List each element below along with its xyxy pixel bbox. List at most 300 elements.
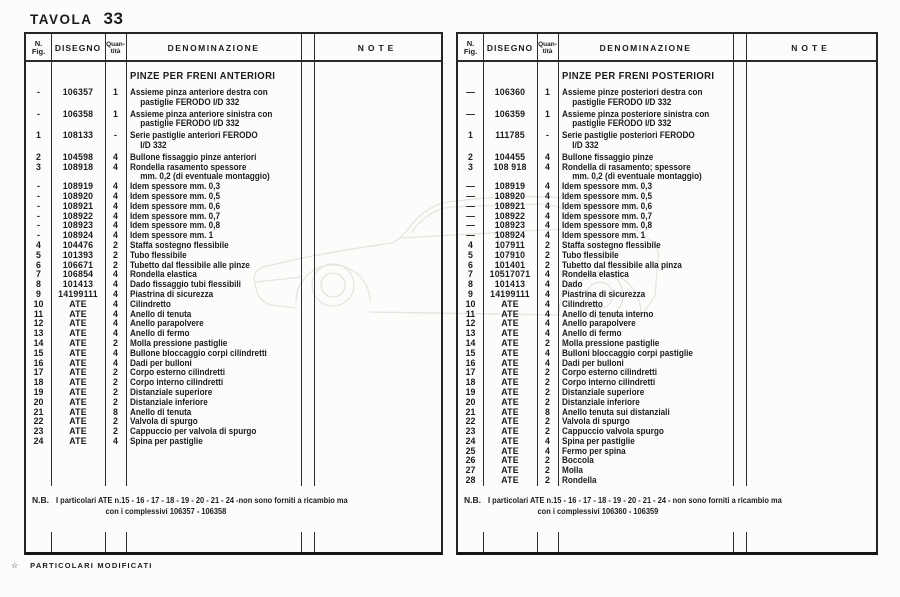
drawing-number: 106360 <box>494 87 526 97</box>
fig-number: 14 <box>33 337 44 348</box>
drawing-number: 108133 <box>62 130 94 141</box>
fig-number: 28 <box>465 475 476 486</box>
nota-bene-line2: con i complessivi 106357 - 106358 <box>105 505 227 516</box>
denomination <box>562 131 854 151</box>
denomination-line1: Bulloni bloccaggio corpi pastiglie <box>562 347 693 358</box>
fig-number: 12 <box>33 318 44 329</box>
nota-bene-line2: con i complessivi 106360 - 106359 <box>537 505 659 516</box>
nota-bene-text <box>488 495 782 516</box>
quantity: 4 <box>113 230 118 241</box>
quantity: 4 <box>113 435 118 446</box>
nota-bene <box>460 486 874 532</box>
drawing-number: ATE <box>501 406 519 417</box>
denomination-line1: Rondella elastica <box>562 269 629 280</box>
table-row <box>26 398 441 408</box>
quantity: 2 <box>113 416 118 427</box>
drawing-number: 108924 <box>62 230 94 241</box>
denomination-line1: Idem spessore mm. 1 <box>562 230 646 241</box>
drawing-number: 108 918 <box>493 161 527 172</box>
quantity: 4 <box>545 288 550 299</box>
table-row <box>26 319 441 329</box>
quantity: 2 <box>113 396 118 407</box>
quantity: 4 <box>545 220 550 231</box>
denomination-line1: Fermo per spina <box>562 445 626 456</box>
denomination-line1: Idem spessore mm. 0,6 <box>562 200 653 211</box>
drawing-number: ATE <box>501 396 519 407</box>
table-row <box>26 329 441 339</box>
column-header-note-label: NOTE <box>357 43 398 53</box>
fig-number: 22 <box>33 416 44 427</box>
denomination-line1: Molla pressione pastiglie <box>562 337 660 348</box>
denomination <box>562 163 854 183</box>
table-rows <box>26 88 441 447</box>
denomination-line1: Cappuccio valvola spurgo <box>562 426 664 437</box>
table-rear-calipers <box>456 32 878 555</box>
drawing-number: 108920 <box>494 190 526 201</box>
drawing-number: ATE <box>69 435 87 446</box>
quantity: 4 <box>545 230 550 241</box>
denomination-line1: Idem spessore mm. 1 <box>130 230 214 241</box>
drawing-number: 108921 <box>494 200 526 211</box>
drawing-number: 101413 <box>494 279 526 290</box>
fig-number: 6 <box>36 259 41 270</box>
table-row <box>26 349 441 359</box>
denomination-line1: Cilindretto <box>130 298 171 309</box>
denomination-line1: Dado fissaggio tubi flessibili <box>130 279 241 290</box>
drawing-number: 104476 <box>62 239 94 250</box>
table-body <box>458 64 876 496</box>
denomination-line1: Assieme pinze posteriori destra con <box>562 87 703 97</box>
denomination-line1: Idem spessore mm. 0,7 <box>562 210 653 221</box>
fig-number: 3 <box>36 161 41 172</box>
quantity: - <box>114 130 117 141</box>
fig-number: 19 <box>465 386 476 397</box>
fig-number: 18 <box>465 377 476 388</box>
section-title: PINZE PER FRENI POSTERIORI <box>562 71 715 82</box>
table-row <box>26 290 441 300</box>
denomination-line1: Bullone fissaggio pinze <box>562 151 654 162</box>
fig-number: - <box>37 108 40 119</box>
fig-number: 8 <box>36 279 41 290</box>
denomination-line1: Valvola di spurgo <box>130 416 198 427</box>
column-header-disegno <box>483 34 537 62</box>
table-header <box>26 34 441 62</box>
denomination-line1: Corpo esterno cilindretti <box>562 367 658 378</box>
quantity: 8 <box>113 406 118 417</box>
drawing-number: ATE <box>69 347 87 358</box>
drawing-number: 108920 <box>62 190 94 201</box>
denomination-line1: Piastrina di sicurezza <box>562 288 646 299</box>
table-row <box>458 88 876 108</box>
drawing-number: 108918 <box>62 161 94 172</box>
drawing-number: 106671 <box>62 259 94 270</box>
denomination-line2: pastiglie FERODO I/D 332 <box>572 118 672 129</box>
table-row <box>26 88 441 108</box>
denomination <box>562 447 854 457</box>
table-row <box>458 447 876 457</box>
column-header-qty-line2: tità <box>542 48 553 55</box>
column-header-fig-line2: Fig. <box>31 47 46 56</box>
drawing-number: ATE <box>69 308 87 319</box>
drawing-number: ATE <box>501 298 519 309</box>
drawing-number: ATE <box>501 475 519 486</box>
fig-number: - <box>37 181 40 192</box>
quantity: 4 <box>113 357 118 368</box>
quantity: 2 <box>545 396 550 407</box>
table-row <box>458 310 876 320</box>
fig-number: — <box>466 200 475 211</box>
fig-number: 11 <box>33 308 44 319</box>
fig-number: 25 <box>465 445 476 456</box>
table-row <box>458 476 876 486</box>
drawing-number: 108923 <box>62 220 94 231</box>
quantity: 2 <box>545 377 550 388</box>
drawing-number: ATE <box>69 318 87 329</box>
footer-label: PARTICOLARI MODIFICATI <box>30 561 153 570</box>
drawing-number: ATE <box>501 328 519 339</box>
table-row <box>458 378 876 388</box>
fig-number: 18 <box>33 377 44 388</box>
table-row <box>458 388 876 398</box>
denomination-line1: Idem spessore mm. 0,6 <box>130 200 221 211</box>
denomination-line2: mm. 0,2 (di eventuale montaggio) <box>572 171 702 182</box>
table-row <box>458 437 876 447</box>
denomination-line1: Dado <box>562 279 583 290</box>
fig-number: — <box>466 210 475 221</box>
drawing-number: 106357 <box>62 87 94 97</box>
drawing-number: ATE <box>69 377 87 388</box>
quantity: 2 <box>545 416 550 427</box>
fig-number: 20 <box>465 396 476 407</box>
denomination-line1: Dadi per bulloni <box>130 357 192 368</box>
quantity: 4 <box>113 279 118 290</box>
nota-bene-label: N.B. <box>32 495 49 505</box>
fig-number: - <box>37 87 40 97</box>
quantity: 4 <box>545 161 550 172</box>
denomination-line1: Molla pressione pastiglie <box>130 337 228 348</box>
table-row <box>458 417 876 427</box>
denomination-line1: Boccola <box>562 455 594 466</box>
fig-number: 5 <box>36 249 41 260</box>
fig-number: 8 <box>468 279 473 290</box>
quantity: 2 <box>113 377 118 388</box>
drawing-number: ATE <box>69 416 87 427</box>
denomination <box>562 456 854 466</box>
fig-number: - <box>37 210 40 221</box>
quantity: 2 <box>545 426 550 437</box>
quantity: 2 <box>113 426 118 437</box>
fig-number: 15 <box>33 347 44 358</box>
denomination-line1: Distanziale inferiore <box>562 396 640 407</box>
fig-number: 16 <box>33 357 44 368</box>
quantity: 4 <box>545 190 550 201</box>
table-row <box>458 427 876 437</box>
denomination-line2: I/D 332 <box>140 139 167 150</box>
quantity: 4 <box>545 200 550 211</box>
drawing-number: ATE <box>501 367 519 378</box>
table-row <box>26 427 441 437</box>
drawing-number: ATE <box>69 406 87 417</box>
drawing-number: ATE <box>69 328 87 339</box>
drawing-number: ATE <box>501 386 519 397</box>
fig-number: 12 <box>465 318 476 329</box>
quantity: 2 <box>113 367 118 378</box>
drawing-number: ATE <box>501 377 519 388</box>
column-header-note <box>746 34 876 62</box>
star-icon: ☆ <box>11 561 19 570</box>
quantity: 2 <box>545 475 550 486</box>
denomination <box>562 88 854 108</box>
column-header-denominazione-label: DENOMINAZIONE <box>167 43 260 53</box>
fig-number: 24 <box>465 435 476 446</box>
fig-number: - <box>37 220 40 231</box>
denomination-line1: Piastrina di sicurezza <box>130 288 214 299</box>
quantity: 2 <box>113 239 118 250</box>
denomination-line1: Assieme pinza anteriore sinistra con <box>130 108 273 119</box>
column-header-disegno-label: DISEGNO <box>486 43 534 53</box>
fig-number: — <box>466 87 475 97</box>
denomination <box>130 437 419 447</box>
denomination-line1: Idem spessore mm. 0,3 <box>562 181 653 192</box>
table-row <box>458 163 876 183</box>
fig-number: 14 <box>465 337 476 348</box>
denomination-line1: Serie pastiglie posteriori FERODO <box>562 130 695 141</box>
column-header-note-label: NOTE <box>791 43 831 53</box>
denomination-line1: Rondella elastica <box>130 269 197 280</box>
fig-number: 19 <box>33 386 44 397</box>
fig-number: 26 <box>465 455 476 466</box>
quantity: 2 <box>545 249 550 260</box>
drawing-number: 107911 <box>494 239 526 250</box>
denomination-line1: Anello di tenuta <box>130 308 192 319</box>
denomination <box>562 270 854 280</box>
column-header-denominazione-label: DENOMINAZIONE <box>599 43 692 53</box>
fig-number: - <box>37 200 40 211</box>
table-row <box>26 378 441 388</box>
denomination-line1: Bullone fissaggio pinze anteriori <box>130 151 257 162</box>
drawing-number: ATE <box>501 357 519 368</box>
denomination-line1: Dadi per bulloni <box>562 357 624 368</box>
quantity: 4 <box>545 318 550 329</box>
denomination-line2: pastiglie FERODO I/D 332 <box>140 96 240 107</box>
page-title-label: TAVOLA <box>30 12 93 27</box>
drawing-number: 101393 <box>62 249 94 260</box>
nota-bene-text <box>56 495 348 516</box>
column-header-denominazione <box>558 34 733 62</box>
drawing-number: 106359 <box>494 108 526 119</box>
drawing-number: 14199111 <box>58 288 98 299</box>
denomination-line1: Serie pastiglie anteriori FERODO <box>130 130 258 141</box>
quantity: 2 <box>545 239 550 250</box>
drawing-number: 10517071 <box>489 269 531 280</box>
denomination-line1: Tubetto dal flessibile alla pinza <box>562 259 682 270</box>
denomination <box>562 466 854 476</box>
quantity: 4 <box>113 318 118 329</box>
quantity: 4 <box>113 161 118 172</box>
denomination-line1: Anello parapolvere <box>562 318 636 329</box>
drawing-number: 108921 <box>62 200 94 211</box>
drawing-number: ATE <box>501 445 519 456</box>
column-header-fig <box>458 34 483 62</box>
denomination-line1: Assieme pinza anteriore destra con <box>130 87 268 97</box>
drawing-number: 104455 <box>494 151 526 162</box>
fig-number: 4 <box>36 239 41 250</box>
quantity: 2 <box>113 337 118 348</box>
drawing-number: 108924 <box>494 230 526 241</box>
fig-number: 22 <box>465 416 476 427</box>
table-row <box>26 408 441 418</box>
fig-number: 1 <box>36 130 41 141</box>
drawing-number: ATE <box>501 318 519 329</box>
quantity: 4 <box>113 151 118 162</box>
footer-legend <box>11 561 153 570</box>
table-row <box>26 359 441 369</box>
denomination-line1: Idem spessore mm. 0,5 <box>130 190 221 201</box>
table-row <box>458 110 876 130</box>
denomination-line1: Distanziale inferiore <box>130 396 208 407</box>
quantity: 4 <box>113 200 118 211</box>
column-header-qty-line1: Quan- <box>106 40 125 48</box>
fig-number: 27 <box>465 465 476 476</box>
denomination-line1: Tubo flessibile <box>562 249 619 260</box>
nota-bene-label: N.B. <box>464 495 481 505</box>
fig-number: 13 <box>33 328 44 339</box>
quantity: 4 <box>113 298 118 309</box>
drawing-number: ATE <box>501 455 519 466</box>
table-row <box>458 359 876 369</box>
quantity: 2 <box>545 337 550 348</box>
drawing-number: ATE <box>69 396 87 407</box>
nota-bene <box>28 486 439 532</box>
table-row <box>458 456 876 466</box>
drawing-number: ATE <box>69 367 87 378</box>
denomination-line1: Rondella di rasamento; spessore <box>562 161 691 172</box>
denomination-line1: Anello di tenuta <box>130 406 192 417</box>
table-row <box>26 388 441 398</box>
nota-bene-line1: I particolari ATE n.15 - 16 - 17 - 18 - 19 - 20 - 21 - 24 -non sono forniti a ricambio ma <box>56 495 348 505</box>
fig-number: 13 <box>465 328 476 339</box>
drawing-number: ATE <box>69 298 87 309</box>
table-row <box>26 368 441 378</box>
table-front-calipers <box>24 32 443 555</box>
denomination-line1: Cilindretto <box>562 298 603 309</box>
fig-number: 5 <box>468 249 473 260</box>
denomination-line1: Anello di fermo <box>130 328 190 339</box>
denomination-line1: Anello parapolvere <box>130 318 204 329</box>
page-title-number: 33 <box>103 9 124 28</box>
drawing-number: ATE <box>501 416 519 427</box>
column-header-note <box>314 34 441 62</box>
fig-number: 7 <box>468 269 473 280</box>
table-row <box>26 310 441 320</box>
quantity: 4 <box>545 445 550 456</box>
fig-number: — <box>466 108 475 119</box>
table-row <box>458 408 876 418</box>
table-row <box>458 290 876 300</box>
quantity: 2 <box>545 367 550 378</box>
drawing-number: 101413 <box>62 279 94 290</box>
quantity: 4 <box>113 269 118 280</box>
quantity: 4 <box>113 347 118 358</box>
denomination-line1: Staffa sostegno flessibile <box>130 239 229 250</box>
quantity: 4 <box>545 328 550 339</box>
denomination <box>130 131 419 151</box>
quantity: 4 <box>545 269 550 280</box>
denomination-line1: Assieme pinza posteriore sinistra con <box>562 108 710 119</box>
fig-number: 7 <box>36 269 41 280</box>
fig-number: 2 <box>468 151 473 162</box>
drawing-number: ATE <box>69 357 87 368</box>
table-row <box>26 163 441 183</box>
drawing-number: ATE <box>501 337 519 348</box>
quantity: 4 <box>545 210 550 221</box>
denomination-line1: Anello di fermo <box>562 328 622 339</box>
denomination-line1: Staffa sostegno flessibile <box>562 239 661 250</box>
quantity: 4 <box>545 298 550 309</box>
table-row <box>458 131 876 151</box>
fig-number: 17 <box>465 367 476 378</box>
drawing-number: 111785 <box>495 130 525 141</box>
fig-number: 9 <box>468 288 473 299</box>
drawing-number: ATE <box>69 337 87 348</box>
quantity: 4 <box>545 279 550 290</box>
fig-number: 10 <box>465 298 476 309</box>
drawing-number: ATE <box>69 386 87 397</box>
fig-number: — <box>466 181 475 192</box>
fig-number: 11 <box>465 308 476 319</box>
drawing-number: ATE <box>501 347 519 358</box>
denomination-line1: Spina per pastiglie <box>130 435 203 446</box>
quantity: 2 <box>545 259 550 270</box>
denomination-line1: Rondella <box>562 475 597 486</box>
fig-number: 23 <box>33 426 44 437</box>
quantity: 1 <box>113 87 118 97</box>
section-title: PINZE PER FRENI ANTERIORI <box>130 71 276 82</box>
table-row <box>458 368 876 378</box>
fig-number: — <box>466 190 475 201</box>
column-header-qty-line1: Quan- <box>538 40 557 48</box>
denomination <box>130 110 419 130</box>
quantity: 1 <box>113 108 118 119</box>
quantity: 4 <box>113 288 118 299</box>
denomination-line1: Idem spessore mm. 0,7 <box>130 210 221 221</box>
column-header-disegno <box>51 34 105 62</box>
fig-number: 1 <box>468 130 473 141</box>
quantity: 4 <box>113 190 118 201</box>
fig-number: — <box>466 220 475 231</box>
column-header-fig-line1: N. <box>466 38 475 48</box>
denomination-line2: mm. 0,2 (di eventuale montaggio) <box>140 171 270 182</box>
denomination-line1: Idem spessore mm. 0,8 <box>562 220 653 231</box>
denomination-line1: Corpo esterno cilindretti <box>130 367 226 378</box>
denomination <box>130 163 419 183</box>
fig-number: 24 <box>33 435 44 446</box>
drawing-number: 108923 <box>494 220 526 231</box>
fig-number: 21 <box>33 406 44 417</box>
drawing-number: 108922 <box>62 210 94 221</box>
drawing-number: ATE <box>501 435 519 446</box>
table-header <box>458 34 876 62</box>
denomination-line1: Spina per pastiglie <box>562 435 635 446</box>
drawing-number: 108922 <box>494 210 526 221</box>
fig-number: 23 <box>465 426 476 437</box>
quantity: 1 <box>545 87 550 97</box>
quantity: 2 <box>113 249 118 260</box>
denomination-line1: Tubetto dal flessibile alle pinze <box>130 259 250 270</box>
table-row <box>26 300 441 310</box>
denomination-line1: Idem spessore mm. 0,3 <box>130 181 221 192</box>
table-row <box>458 319 876 329</box>
